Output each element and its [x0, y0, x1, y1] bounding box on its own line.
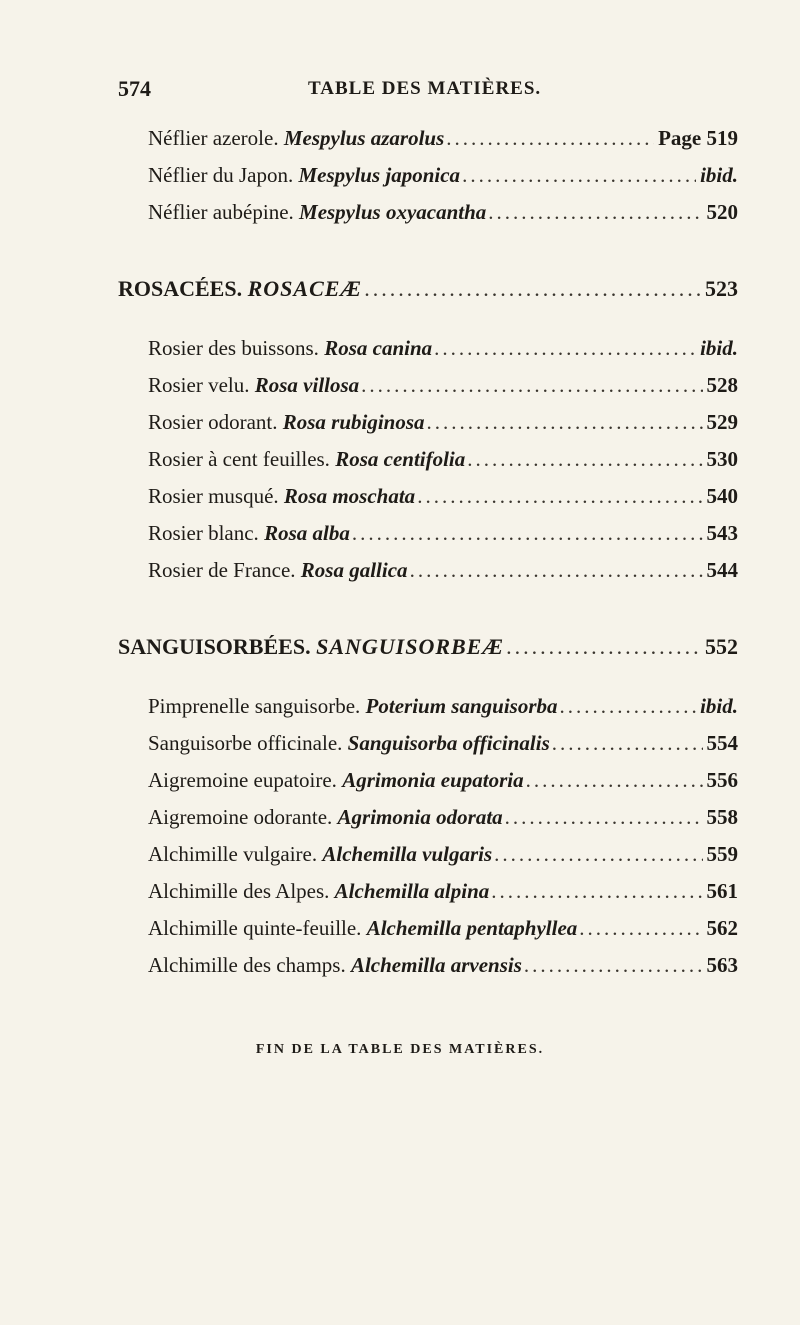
latin-name: Rosa alba: [264, 521, 350, 545]
section-latin-name: ROSACEÆ: [247, 276, 363, 301]
dot-leader: [364, 276, 701, 302]
toc-entry: [148, 126, 738, 160]
common-name: Alchimille des Alpes.: [148, 879, 330, 903]
page-ref: 563: [706, 953, 738, 977]
toc-entry: [148, 447, 738, 481]
dot-leader: [462, 163, 696, 188]
common-name: Néflier azerole.: [148, 126, 279, 150]
dot-leader: [352, 521, 703, 546]
dot-leader: [579, 916, 702, 941]
toc-entry: [148, 163, 738, 197]
page-ref: ibid.: [700, 163, 738, 187]
toc-entry: [148, 768, 738, 802]
page-ref: 562: [706, 916, 738, 940]
end-of-table-note: FIN DE LA TABLE DES MATIÈRES.: [255, 1042, 545, 1057]
section-latin-name: SANGUISORBEÆ: [316, 634, 505, 659]
toc-entry: [148, 410, 738, 444]
toc-entry: [148, 521, 738, 555]
section-heading-sanguisorbees: [118, 634, 738, 670]
dot-leader: [491, 879, 702, 904]
toc-entry: [148, 731, 738, 765]
toc-entry: [148, 373, 738, 407]
latin-name: Mespylus japonica: [298, 163, 461, 187]
common-name: Rosier des buissons.: [148, 336, 319, 360]
common-name: Alchimille vulgaire.: [148, 842, 318, 866]
common-name: Néflier aubépine.: [148, 200, 294, 224]
dot-leader: [446, 126, 654, 151]
page-ref: 561: [706, 879, 738, 903]
section-family-name: ROSACÉES.: [118, 276, 243, 301]
page-ref: 559: [706, 842, 738, 866]
dot-leader: [506, 634, 701, 660]
common-name: Rosier blanc.: [148, 521, 259, 545]
toc-entry: [148, 200, 738, 234]
dot-leader: [467, 447, 702, 472]
page-title: TABLE DES MATIÈRES.: [308, 78, 542, 99]
common-name: Rosier musqué.: [148, 484, 279, 508]
page-ref: 558: [706, 805, 738, 829]
running-head: [118, 76, 708, 112]
toc-entry: [148, 558, 738, 592]
latin-name: Rosa gallica: [300, 558, 408, 582]
latin-name: Agrimonia odorata: [337, 805, 503, 829]
common-name: Aigremoine eupatoire.: [148, 768, 337, 792]
dot-leader: [552, 731, 703, 756]
page-ref: 556: [706, 768, 738, 792]
dot-leader: [505, 805, 703, 830]
dot-leader: [494, 842, 702, 867]
page-ref: 523: [705, 276, 738, 301]
page-ref: 528: [706, 373, 738, 397]
page-ref: ibid.: [700, 694, 738, 718]
dot-leader: [410, 558, 703, 583]
dot-leader: [361, 373, 702, 398]
dot-leader: [427, 410, 703, 435]
common-name: Rosier de France.: [148, 558, 296, 582]
dot-leader: [526, 768, 703, 793]
common-name: Sanguisorbe officinale.: [148, 731, 343, 755]
page-number: 574: [118, 76, 151, 101]
toc-entry: [148, 805, 738, 839]
page-ref: Page 519: [658, 126, 738, 150]
common-name: Alchimille des champs.: [148, 953, 346, 977]
latin-name: Rosa moschata: [283, 484, 416, 508]
section-family-name: SANGUISORBÉES.: [118, 634, 311, 659]
dot-leader: [417, 484, 702, 509]
latin-name: Rosa villosa: [254, 373, 360, 397]
common-name: Rosier à cent feuilles.: [148, 447, 330, 471]
page-ref: 530: [706, 447, 738, 471]
latin-name: Alchemilla alpina: [334, 879, 490, 903]
latin-name: Alchemilla pentaphyllea: [366, 916, 578, 940]
dot-leader: [560, 694, 697, 719]
latin-name: Alchemilla arvensis: [350, 953, 522, 977]
toc-entry: [148, 879, 738, 913]
page-ref: 554: [706, 731, 738, 755]
page-ref: 543: [706, 521, 738, 545]
toc-entry: [148, 694, 738, 728]
latin-name: Mespylus oxyacantha: [299, 200, 487, 224]
page-ref: 552: [705, 634, 738, 659]
dot-leader: [524, 953, 703, 978]
page-ref: ibid.: [700, 336, 738, 360]
common-name: Rosier odorant.: [148, 410, 278, 434]
page-ref: 529: [706, 410, 738, 434]
latin-name: Mespylus azarolus: [283, 126, 445, 150]
page-ref: 520: [706, 200, 738, 224]
common-name: Néflier du Japon.: [148, 163, 294, 187]
section-heading-rosacees: [118, 276, 738, 312]
latin-name: Poterium sanguisorba: [365, 694, 558, 718]
toc-entry: [148, 953, 738, 987]
latin-name: Rosa rubiginosa: [282, 410, 425, 434]
latin-name: Alchemilla vulgaris: [322, 842, 493, 866]
common-name: Alchimille quinte-feuille.: [148, 916, 362, 940]
page-ref: 544: [706, 558, 738, 582]
toc-entry: [148, 842, 738, 876]
toc-entry: [148, 916, 738, 950]
page-ref: 540: [706, 484, 738, 508]
dot-leader: [434, 336, 696, 361]
dot-leader: [488, 200, 702, 225]
latin-name: Agrimonia eupatoria: [342, 768, 524, 792]
latin-name: Rosa canina: [324, 336, 433, 360]
latin-name: Rosa centifolia: [335, 447, 466, 471]
common-name: Pimprenelle sanguisorbe.: [148, 694, 361, 718]
toc-entry: [148, 484, 738, 518]
latin-name: Sanguisorba officinalis: [347, 731, 550, 755]
toc-entry: [148, 336, 738, 370]
common-name: Rosier velu.: [148, 373, 250, 397]
common-name: Aigremoine odorante.: [148, 805, 333, 829]
